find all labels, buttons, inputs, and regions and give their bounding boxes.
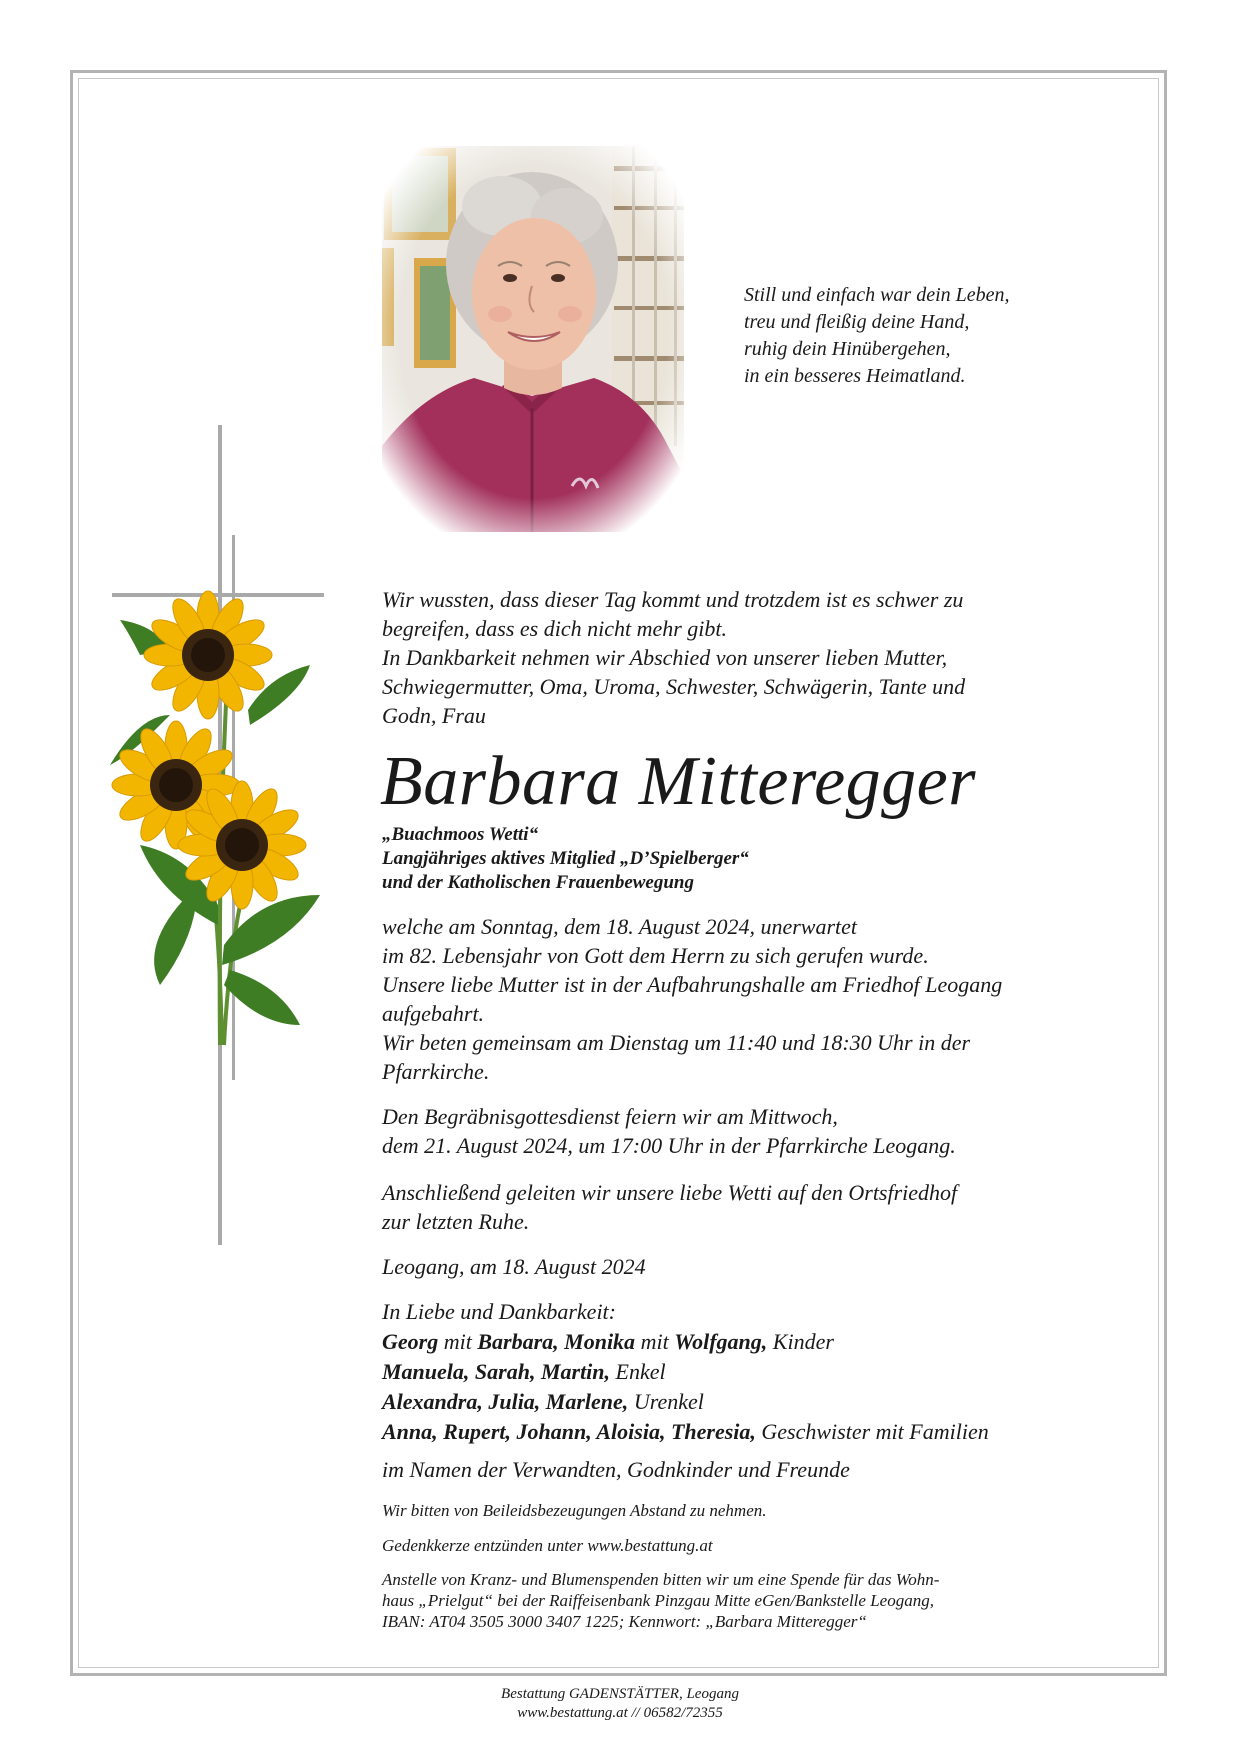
announcement-line: aufgebahrt. [382,1001,485,1026]
intro-line: Wir wussten, dass dieser Tag kommt und trotzdem ist es schwer zu [382,587,964,612]
donation-line: Anstelle von Kranz- und Blumenspenden bitten wir um eine Spende für das Wohn- [382,1570,940,1589]
intro-line: In Dankbarkeit nehmen wir Abschied von unserer lieben Mutter, [382,645,948,670]
family-great-grandchildren [382,1387,704,1417]
family-relation: Geschwister mit Familien [755,1419,989,1444]
family-names: Barbara, Monika [477,1329,636,1354]
deceased-name: Barbara Mitteregger [380,743,976,820]
family-names: Georg [382,1329,439,1354]
intro-text [382,585,1082,730]
candle-note-text: Gedenkkerze entzünden unter www.bestattung.at [382,1536,713,1555]
announcement-line: im 82. Lebensjahr von Gott dem Herrn zu sich gerufen wurde. [382,943,929,968]
poem [744,282,1010,390]
place-date-line: Leogang, am 18. August 2024 [382,1254,646,1279]
burial-line: Anschließend geleiten wir unsere liebe Wetti auf den Ortsfriedhof [382,1180,958,1205]
intro-line: begreifen, dass es dich nicht mehr gibt. [382,616,728,641]
roles [382,823,749,895]
poem-line: Still und einfach war dein Leben, [744,284,1010,306]
family-relation: Kinder [767,1329,834,1354]
burial-line: zur letzten Ruhe. [382,1209,530,1234]
family-names: Alexandra, Julia, Marlene, [382,1389,629,1414]
role-line: und der Katholischen Frauenbewegung [382,872,694,893]
announcement-line: Unsere liebe Mutter ist in der Aufbahrungshalle am Friedhof Leogang [382,972,1003,997]
donation-line: IBAN: AT04 3505 3000 3407 1225; Kennwort: „Barbara Mitteregger“ [382,1612,867,1631]
family-intro: In Liebe und Dankbarkeit: [382,1299,616,1324]
family-relation: Urenkel [628,1389,704,1414]
sunflower-icon [144,591,272,719]
announcement [382,912,1082,1086]
funeral-line: dem 21. August 2024, um 17:00 Uhr in der Pfarrkirche Leogang. [382,1133,956,1158]
place-date [382,1252,1082,1281]
family-relation: Enkel [610,1359,666,1384]
family-connector: mit [438,1329,478,1354]
donation-line: haus „Prielgut“ bei der Raiffeisenbank Pinzgau Mitte eGen/Bankstelle Leogang, [382,1591,934,1610]
role-line: Langjähriges aktives Mitglied „D’Spielberger“ [382,848,749,869]
announcement-line: Pfarrkirche. [382,1059,490,1084]
condolence-note-text: Wir bitten von Beileidsbezeugungen Abstand zu nehmen. [382,1501,767,1520]
family-names: Wolfgang, [674,1329,768,1354]
family-names: Manuela, Sarah, Martin, [382,1359,611,1384]
poem-line: in ein besseres Heimatland. [744,365,966,387]
portrait-photo [382,146,684,532]
family-siblings [382,1417,989,1447]
intro-line: Schwiegermutter, Oma, Uroma, Schwester, Schwägerin, Tante und [382,674,966,699]
family-connector: mit [635,1329,675,1354]
announcement-line: welche am Sonntag, dem 18. August 2024, unerwartet [382,914,857,939]
burial-info [382,1178,1082,1236]
footer-company: Bestattung GADENSTÄTTER, Leogang [501,1686,739,1702]
condolence-note [382,1500,766,1521]
intro-line: Godn, Frau [382,703,486,728]
funeral-info [382,1102,1082,1160]
family-names: Anna, Rupert, Johann, Aloisia, Theresia, [382,1419,756,1444]
poem-line: treu und fleißig deine Hand, [744,311,970,333]
relatives-line: im Namen der Verwandten, Godnkinder und Freunde [382,1457,850,1482]
family-grandchildren [382,1357,666,1387]
poem-line: ruhig dein Hinübergehen, [744,338,951,360]
candle-note [382,1535,713,1556]
funeral-line: Den Begräbnisgottesdienst feiern wir am Mittwoch, [382,1104,838,1129]
role-line: „Buachmoos Wetti“ [382,824,539,845]
donation-note [382,1569,939,1632]
cross-with-sunflowers [100,425,360,1245]
footer-contact: www.bestattung.at // 06582/72355 [517,1705,723,1721]
family-children [382,1327,834,1357]
announcement-line: Wir beten gemeinsam am Dienstag um 11:40 und 18:30 Uhr in der [382,1030,971,1055]
